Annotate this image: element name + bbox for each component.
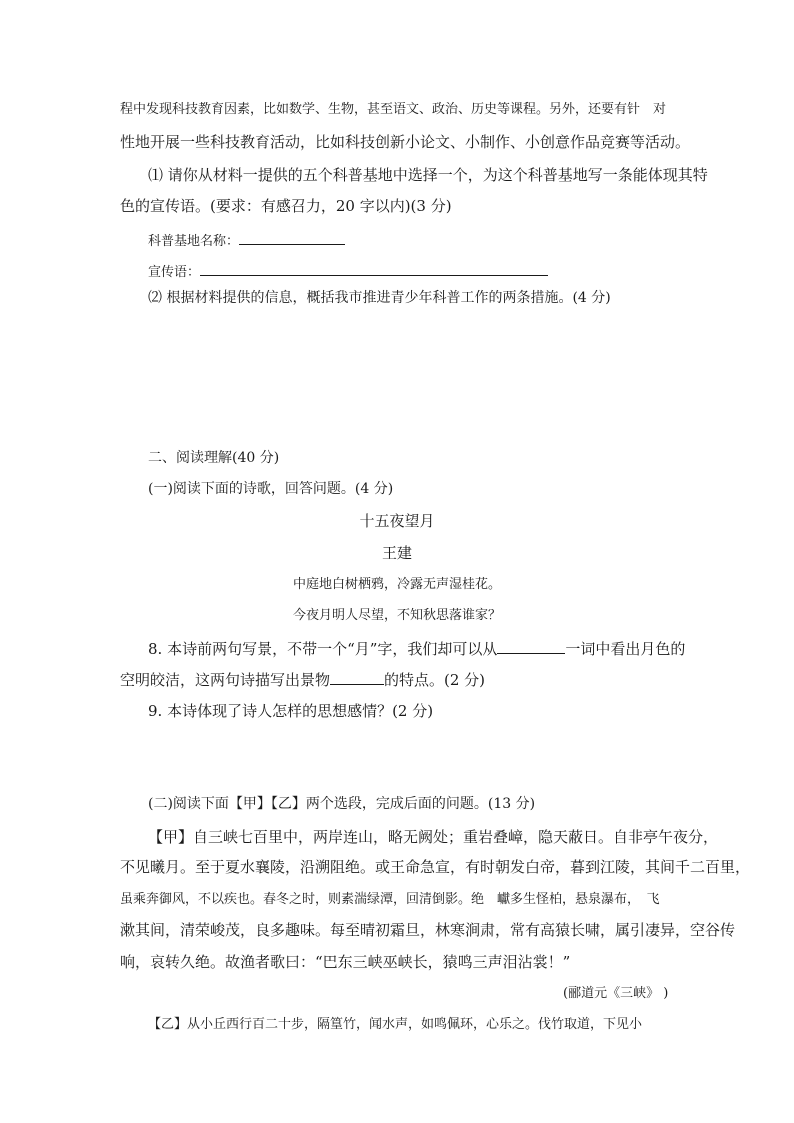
poem-line-1: 中庭地白树栖鸦，冷露无声湿桂花。 [292, 577, 501, 592]
poem-title: 十五夜望月 [359, 512, 435, 530]
section-2-title: 二、阅读理解(40 分) [148, 450, 280, 466]
section-2-part-1: (一)阅读下面的诗歌，回答问题。(4 分) [148, 481, 394, 497]
poem-line-2: 今夜月明人尽望，不知秋思落谁家？ [292, 608, 501, 623]
question-8-blank-1[interactable] [497, 639, 565, 654]
base-name-label: 科普基地名称： [148, 234, 240, 249]
question-8-blank-2[interactable] [330, 670, 384, 685]
question-1-line-1: ⑴ 请你从材料一提供的五个科普基地中选择一个，为这个科普基地写一条能体现其特 [148, 166, 708, 184]
question-8-text-b: 一词中看出月色的 [565, 640, 686, 658]
question-2: ⑵ 根据材料提供的信息，概括我市推进青少年科普工作的两条措施。(4 分) [148, 290, 611, 306]
jia-source: (郦道元《三峡》 ) [563, 986, 669, 1001]
material-line-1: 程中发现科技教育因素，比如数学、生物，甚至语文、政治、历史等课程。另外，还要有针 对 [120, 102, 667, 117]
base-name-blank[interactable] [239, 230, 345, 245]
jia-line-5: 响，哀转久绝。故渔者歌曰：“巴东三峡巫峡长，猿鸣三声泪沾裳！” [120, 953, 571, 971]
jia-line-2: 不见曦月。至于夏水襄陵，沿溯阻绝。或王命急宣，有时朝发白帝，暮到江陵，其间千二百里， [120, 858, 751, 876]
base-name-row [148, 230, 345, 250]
question-8-text-c: 空明皎洁，这两句诗描写出景物 [120, 671, 331, 689]
part-2-title: (二)阅读下面【甲】【乙】两个选段，完成后面的问题。(13 分) [148, 796, 536, 812]
question-8-line-1 [148, 639, 685, 658]
slogan-row [148, 261, 548, 281]
question-8-line-2 [120, 670, 485, 689]
jia-line-4: 漱其间，清荣峻茂，良多趣味。每至晴初霜旦，林寒涧肃，常有高猿长啸，属引凄异，空谷传 [120, 921, 736, 939]
question-1-line-2: 色的宣传语。(要求：有感召力，20 字以内)(3 分) [120, 197, 452, 215]
question-8-text-d: 的特点。(2 分) [384, 671, 486, 689]
jia-line-3: 虽乘奔御风，不以疾也。春冬之时，则素湍绿潭，回清倒影。绝 巘多生怪柏，悬泉瀑布， 飞 [120, 892, 660, 907]
jia-line-1: 【甲】自三峡七百里中，两岸连山，略无阙处；重岩叠嶂，隐天蔽日。自非亭午夜分， [148, 828, 719, 846]
slogan-blank[interactable] [200, 261, 548, 276]
question-8-text-a: 8. 本诗前两句写景，不带一个“月”字，我们却可以从 [148, 640, 498, 658]
material-line-2: 性地开展一些科技教育活动，比如科技创新小论文、小制作、小创意作品竞赛等活动。 [120, 133, 691, 151]
question-9: 9. 本诗体现了诗人怎样的思想感情？(2 分) [148, 702, 434, 720]
slogan-label: 宣传语： [148, 265, 201, 280]
yi-line-1: 【乙】从小丘西行百二十步，隔篁竹，闻水声，如鸣佩环，心乐之。伐竹取道，下见小 [148, 1017, 643, 1032]
poem-author: 王建 [381, 544, 412, 562]
